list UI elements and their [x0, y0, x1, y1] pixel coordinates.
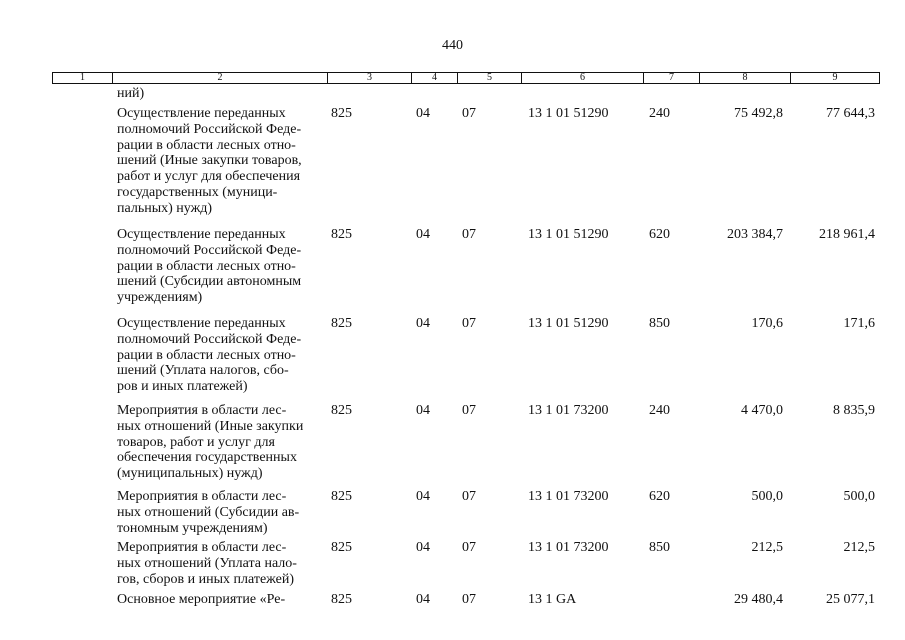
- table-row: [0, 540, 905, 587]
- col-3-code: 825: [331, 592, 352, 607]
- col-6-code: 13 1 01 73200: [528, 489, 609, 504]
- col-9-amount: 8 835,9: [833, 403, 875, 418]
- description-line: рации в области лесных отно-: [117, 137, 296, 153]
- col-7-code: 240: [649, 106, 670, 121]
- col-4-code: 04: [416, 489, 430, 504]
- description-line: (муниципальных) нужд): [117, 466, 263, 482]
- col-4-code: 04: [416, 592, 430, 607]
- header-cell-2: 2: [112, 73, 327, 83]
- header-cell-5: 5: [457, 73, 521, 83]
- page-number: 440: [442, 38, 463, 53]
- col-9-amount: 500,0: [843, 489, 875, 504]
- row-description: [117, 489, 332, 536]
- description-line: шений (Субсидии автономным: [117, 274, 302, 290]
- col-6-code: 13 1 01 73200: [528, 403, 609, 418]
- table-row: [0, 106, 905, 217]
- col-5-code: 07: [462, 489, 476, 504]
- col-8-amount: 212,5: [751, 540, 783, 555]
- row-description: [117, 592, 332, 608]
- col-8-amount: 29 480,4: [734, 592, 783, 607]
- table-row: [0, 316, 905, 395]
- table-row: [0, 86, 905, 102]
- col-8-amount: 170,6: [751, 316, 783, 331]
- description-line: Мероприятия в области лес-: [117, 403, 287, 418]
- description-line: рации в области лесных отно-: [117, 347, 296, 363]
- row-description: [117, 316, 332, 395]
- col-5-code: 07: [462, 227, 476, 242]
- header-cell-6: 6: [521, 73, 643, 83]
- description-line: Мероприятия в области лес-: [117, 540, 287, 555]
- header-cell-1: 1: [80, 72, 85, 83]
- description-line: обеспечения государственных: [117, 450, 297, 466]
- description-line: Основное мероприятие «Ре-: [117, 592, 286, 607]
- col-5-code: 07: [462, 403, 476, 418]
- col-7-code: 850: [649, 316, 670, 331]
- description-line: ний): [117, 86, 145, 101]
- header-cell-7: 7: [643, 73, 699, 83]
- description-line: работ и услуг для обеспечения: [117, 169, 301, 185]
- col-3-code: 825: [331, 403, 352, 418]
- col-9-amount: 171,6: [843, 316, 875, 331]
- table-row: [0, 403, 905, 482]
- col-9-amount: 212,5: [843, 540, 875, 555]
- description-line: полномочий Российской Феде-: [117, 242, 302, 258]
- description-line: ных отношений (Субсидии ав-: [117, 504, 300, 520]
- description-line: шений (Уплата налогов, сбо-: [117, 363, 289, 379]
- description-line: гов, сборов и иных платежей): [117, 571, 295, 587]
- description-line: товаров, работ и услуг для: [117, 434, 275, 450]
- col-5-code: 07: [462, 540, 476, 555]
- description-line: полномочий Российской Феде-: [117, 331, 302, 347]
- row-description: [117, 106, 332, 217]
- col-4-code: 04: [416, 316, 430, 331]
- col-8-amount: 500,0: [751, 489, 783, 504]
- col-4-code: 04: [416, 227, 430, 242]
- col-8-amount: 4 470,0: [741, 403, 783, 418]
- description-line: Осуществление переданных: [117, 227, 286, 242]
- table-header: [52, 72, 880, 84]
- description-line: пальных) нужд): [117, 200, 213, 216]
- description-line: Осуществление переданных: [117, 106, 286, 121]
- header-cell-4: 4: [411, 73, 457, 83]
- header-cell-9: 9: [790, 73, 879, 83]
- table-row: [0, 592, 905, 608]
- col-6-code: 13 1 01 51290: [528, 106, 609, 121]
- table-row: [0, 489, 905, 536]
- row-description: [117, 403, 332, 482]
- description-line: ных отношений (Уплата нало-: [117, 555, 297, 571]
- col-8-amount: 203 384,7: [727, 227, 783, 242]
- col-4-code: 04: [416, 403, 430, 418]
- col-3-code: 825: [331, 106, 352, 121]
- col-9-amount: 25 077,1: [826, 592, 875, 607]
- col-6-code: 13 1 01 51290: [528, 316, 609, 331]
- description-line: рации в области лесных отно-: [117, 258, 296, 274]
- col-7-code: 240: [649, 403, 670, 418]
- col-9-amount: 218 961,4: [819, 227, 875, 242]
- row-description: [117, 86, 332, 102]
- col-9-amount: 77 644,3: [826, 106, 875, 121]
- col-6-code: 13 1 01 73200: [528, 540, 609, 555]
- header-cell-8: 8: [699, 73, 790, 83]
- col-5-code: 07: [462, 592, 476, 607]
- col-3-code: 825: [331, 489, 352, 504]
- description-line: учреждениям): [117, 290, 203, 306]
- row-description: [117, 540, 332, 587]
- header-cell-3: 3: [327, 73, 411, 83]
- description-line: ров и иных платежей): [117, 379, 248, 395]
- col-7-code: 620: [649, 227, 670, 242]
- col-8-amount: 75 492,8: [734, 106, 783, 121]
- col-5-code: 07: [462, 316, 476, 331]
- col-6-code: 13 1 01 51290: [528, 227, 609, 242]
- table-row: [0, 227, 905, 306]
- col-4-code: 04: [416, 540, 430, 555]
- col-7-code: 620: [649, 489, 670, 504]
- col-6-code: 13 1 GA: [528, 592, 577, 607]
- row-description: [117, 227, 332, 306]
- description-line: полномочий Российской Феде-: [117, 121, 302, 137]
- col-5-code: 07: [462, 106, 476, 121]
- col-3-code: 825: [331, 316, 352, 331]
- description-line: шений (Иные закупки товаров,: [117, 153, 302, 169]
- description-line: Осуществление переданных: [117, 316, 286, 331]
- col-7-code: 850: [649, 540, 670, 555]
- col-3-code: 825: [331, 227, 352, 242]
- col-4-code: 04: [416, 106, 430, 121]
- description-line: тономным учреждениям): [117, 520, 268, 536]
- description-line: Мероприятия в области лес-: [117, 489, 287, 504]
- col-3-code: 825: [331, 540, 352, 555]
- description-line: ных отношений (Иные закупки: [117, 418, 304, 434]
- description-line: государственных (муници-: [117, 184, 278, 200]
